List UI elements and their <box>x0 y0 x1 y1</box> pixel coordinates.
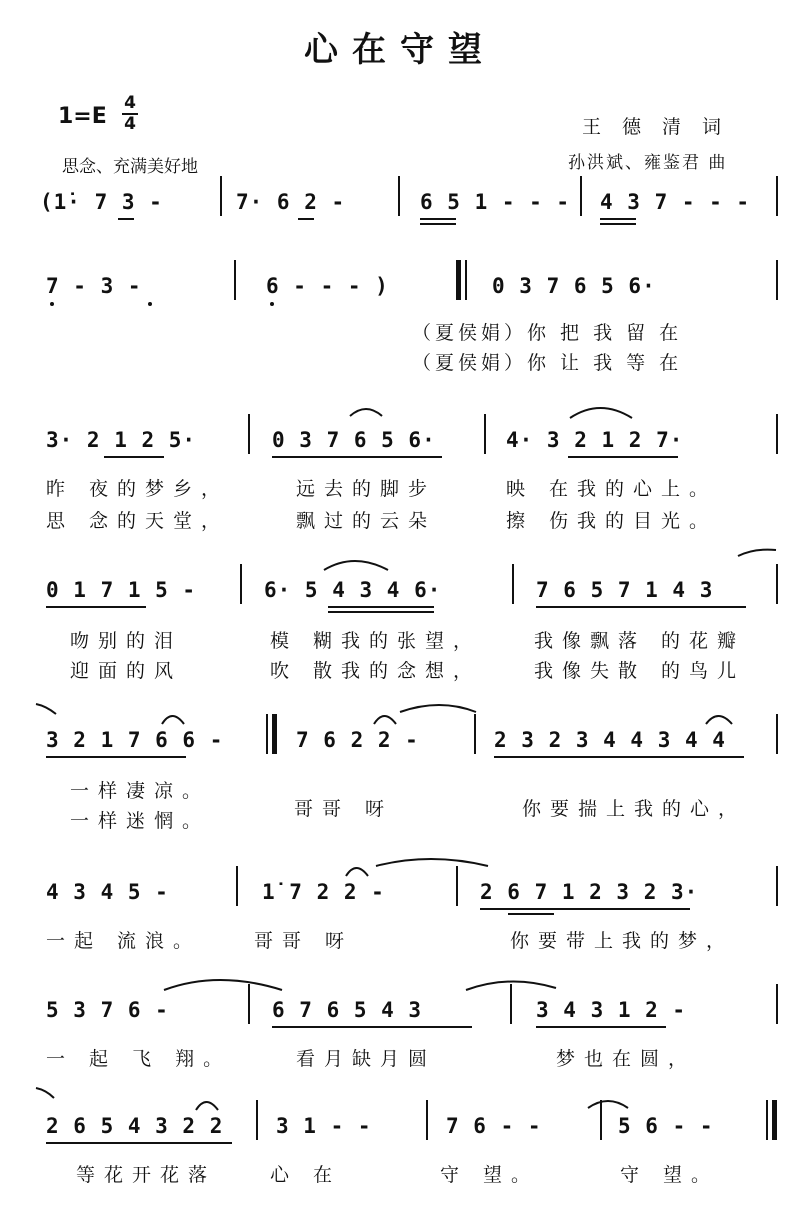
measure: 0 1 7 1 5 - <box>46 578 197 602</box>
lyric-line: 吹 散我的念想， <box>270 660 482 682</box>
measure: 2 6 5 4 3 2 2 <box>46 1114 224 1138</box>
measure: 7 6 5 7 1 4 3 <box>536 578 714 602</box>
slur <box>588 1101 628 1108</box>
lyric-line: 你要揣上我的心， <box>522 798 747 820</box>
slur <box>196 1102 218 1110</box>
song-title: 心在守望 <box>304 30 496 70</box>
lyric-line: 昨 夜的梦乡， <box>46 478 230 500</box>
measure: 0 3 7 6 5 6· <box>272 428 436 452</box>
lyric-line: 等花开花落 <box>76 1164 217 1186</box>
lyricist-credit: 王德清词 <box>582 116 743 138</box>
slur <box>164 980 282 990</box>
lyric-line: 梦也在圆， <box>556 1048 697 1070</box>
lyric-line: 一起 流浪。 <box>46 930 202 952</box>
measure: 7 - 3 - <box>46 274 142 298</box>
measure: 5 3 7 6 - <box>46 998 169 1022</box>
lyric-line: 吻别的泪 <box>70 630 183 652</box>
measure: 2 6 7 1 2 3 2 3· <box>480 880 699 904</box>
measure: 6 5 1 - - - <box>420 190 571 214</box>
lyric-line: 守 望。 <box>620 1164 720 1186</box>
slur <box>374 716 396 724</box>
lyric-line: 模 糊我的张望， <box>270 630 482 652</box>
composer-credit: 孙洪斌、雍鉴君 曲 <box>568 153 728 173</box>
measure: 2 3 2 3 4 4 3 4 4 <box>494 728 726 752</box>
slur <box>162 716 184 724</box>
lyric-line: （夏侯娟）你 让 我 等 在 <box>412 352 683 374</box>
slur <box>376 859 488 866</box>
slur <box>706 716 732 724</box>
measure: 7· 6 2 - <box>236 190 346 214</box>
slur <box>324 561 388 570</box>
lyric-line: 擦 伤我的目光。 <box>506 510 718 532</box>
slur <box>570 408 632 418</box>
slur <box>400 705 476 712</box>
lyric-line: 心 在 <box>270 1164 342 1186</box>
time-signature-bottom: 4 <box>124 114 136 134</box>
lyric-line: 思 念的天堂， <box>46 510 230 532</box>
measure: 3 4 3 1 2 - <box>536 998 687 1022</box>
measure: 4 3 4 5 - <box>46 880 169 904</box>
measure: 1̇ 7 2 2 - <box>262 880 385 904</box>
time-signature-top: 4 <box>124 93 136 113</box>
measure: 3 1 - - <box>276 1114 372 1138</box>
measure: 3 2 1 7 6 6 - <box>46 728 224 752</box>
measure: (1̇· 7 3 - <box>40 190 163 214</box>
measure: 3· 2 1 2 5· <box>46 428 197 452</box>
key-signature: 1=E <box>58 104 107 129</box>
slur <box>36 704 56 714</box>
measure: 6 7 6 5 4 3 <box>272 998 423 1022</box>
lyric-line: 映 在我的心上。 <box>506 478 718 500</box>
lyric-line: 远去的脚步 <box>296 478 437 500</box>
tempo-marking: 思念、充满美好地 <box>62 157 198 177</box>
lyric-line: 我像飘落 的花瓣 <box>534 630 746 652</box>
slur <box>346 868 368 876</box>
measure: 7 6 - - <box>446 1114 542 1138</box>
measure: 0 3 7 6 5 6· <box>492 274 656 298</box>
lyric-line: （夏侯娟）你 把 我 留 在 <box>412 322 683 344</box>
measure: 4 3 7 - - - <box>600 190 751 214</box>
measure: 6· 5 4 3 4 6· <box>264 578 442 602</box>
slur <box>738 550 776 556</box>
lyric-line: 看月缺月圆 <box>296 1048 437 1070</box>
measure: 7 6 2 2 - <box>296 728 419 752</box>
slur <box>466 981 556 990</box>
lyric-line: 你要带上我的梦， <box>510 930 735 952</box>
lyric-line: 我像失散 的鸟儿 <box>534 660 746 682</box>
lyric-line: 守 望。 <box>440 1164 540 1186</box>
measure: 5 6 - - <box>618 1114 714 1138</box>
lyric-line: 一样迷惘。 <box>70 810 211 832</box>
lyric-line: 迎面的风 <box>70 660 183 682</box>
measure: 6 - - - ) <box>266 274 389 298</box>
lyric-line: 飘过的云朵 <box>296 510 437 532</box>
lyric-line: 一 起 飞 翔。 <box>46 1048 232 1070</box>
lyric-line: 哥哥 呀 <box>254 930 354 952</box>
lyric-line: 一样凄凉。 <box>70 780 211 802</box>
measure: 4· 3 2 1 2 7· <box>506 428 684 452</box>
slur <box>350 409 382 416</box>
slur <box>36 1088 54 1098</box>
lyric-line: 哥哥 呀 <box>294 798 394 820</box>
